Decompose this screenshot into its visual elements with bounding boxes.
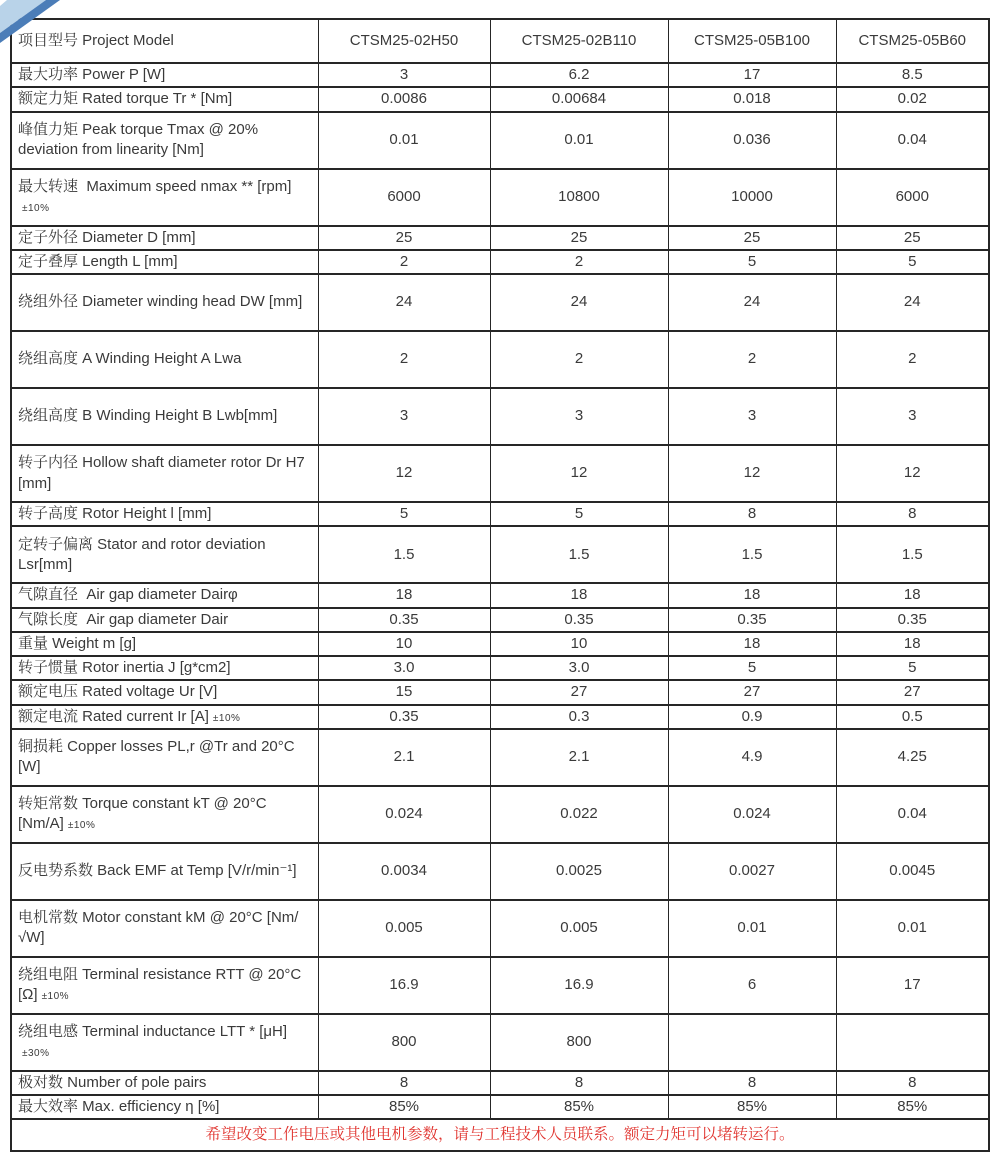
spec-value: 10 (490, 632, 668, 656)
spec-value: 85% (490, 1095, 668, 1119)
row-label-text: 绕组电感 Terminal inductance LTT * [μH] (18, 1023, 288, 1040)
header-model-ctsm25-05b100: CTSM25-05B100 (668, 19, 836, 63)
footer-note: 希望改变工作电压或其他电机参数，请与工程技术人员联系。额定力矩可以堵转运行。 (11, 1119, 989, 1151)
spec-row (11, 169, 989, 226)
spec-row (11, 705, 989, 729)
row-label (11, 502, 318, 526)
row-label (11, 169, 318, 226)
row-label-text: 定子叠厚 Length L [mm] (18, 252, 178, 270)
spec-value: 17 (668, 63, 836, 87)
spec-value: 0.04 (836, 112, 989, 169)
spec-value: 2 (318, 331, 490, 388)
spec-value: 24 (668, 274, 836, 331)
row-label-text: 最大效率 Max. efficiency η [%] (18, 1098, 220, 1115)
row-label-text: 气隙长度 Air gap diameter Dair (18, 610, 229, 628)
spec-row (11, 388, 989, 445)
spec-value: 3.0 (490, 656, 668, 680)
row-label (11, 957, 318, 1014)
spec-value: 12 (318, 445, 490, 502)
row-label-text: 绕组外径 Diameter winding head DW [mm] (18, 293, 303, 311)
spec-value: 8 (836, 1071, 989, 1095)
row-label-text: 定子外径 Diameter D [mm] (18, 228, 196, 246)
header-model-ctsm25-05b60: CTSM25-05B60 (836, 19, 989, 63)
spec-value: 2 (490, 331, 668, 388)
spec-value: 0.01 (490, 112, 668, 169)
spec-value: 1.5 (318, 526, 490, 583)
spec-value: 10 (318, 632, 490, 656)
row-label (11, 632, 318, 656)
row-label-text: 额定力矩 Rated torque Tr * [Nm] (18, 90, 233, 108)
spec-value: 2.1 (490, 729, 668, 786)
spec-row (11, 502, 989, 526)
spec-value: 3.0 (318, 656, 490, 680)
row-label (11, 900, 318, 957)
spec-value: 6000 (836, 169, 989, 226)
header-model-ctsm25-02h50: CTSM25-02H50 (318, 19, 490, 63)
spec-value: 0.036 (668, 112, 836, 169)
row-label (11, 1071, 318, 1095)
tolerance-note: ±10% (67, 820, 96, 832)
spec-value: 2 (490, 250, 668, 274)
row-label (11, 388, 318, 445)
spec-value (836, 1014, 989, 1071)
spec-value: 15 (318, 680, 490, 704)
spec-value: 16.9 (318, 957, 490, 1014)
spec-value: 0.01 (668, 900, 836, 957)
spec-value: 3 (318, 63, 490, 87)
spec-value: 1.5 (836, 526, 989, 583)
row-label-text: 气隙直径 Air gap diameter Dairφ (18, 586, 238, 604)
row-label-text: 转子内径 Hollow shaft diameter rotor Dr H7 [mm] (18, 454, 309, 492)
tolerance-note: ±10% (22, 203, 50, 214)
row-label-text: 额定电压 Rated voltage Ur [V] (18, 683, 218, 701)
row-label-text: 电机常数 Motor constant kM @ 20°C [Nm/ √W] (18, 909, 303, 947)
spec-row (11, 632, 989, 656)
spec-value: 0.0025 (490, 843, 668, 900)
spec-value: 3 (490, 388, 668, 445)
row-label (11, 331, 318, 388)
spec-value: 18 (668, 632, 836, 656)
spec-value: 85% (318, 1095, 490, 1119)
header-model-ctsm25-02b110: CTSM25-02B110 (490, 19, 668, 63)
row-label (11, 680, 318, 704)
row-label (11, 226, 318, 250)
row-label (11, 87, 318, 111)
spec-row (11, 1014, 989, 1071)
spec-row (11, 274, 989, 331)
spec-value: 3 (836, 388, 989, 445)
spec-value: 0.01 (318, 112, 490, 169)
spec-value: 25 (318, 226, 490, 250)
row-label-text: 极对数 Number of pole pairs (18, 1073, 207, 1091)
spec-value: 25 (490, 226, 668, 250)
spec-value: 18 (318, 583, 490, 607)
tolerance-note: ±10% (212, 712, 241, 724)
spec-value: 2 (318, 250, 490, 274)
header-project-model: 项目型号 Project Model (11, 19, 318, 63)
spec-row (11, 445, 989, 502)
spec-value: 24 (318, 274, 490, 331)
spec-value: 0.024 (318, 786, 490, 843)
spec-value: 0.018 (668, 87, 836, 111)
row-label (11, 1095, 318, 1119)
row-label (11, 112, 318, 169)
spec-value: 0.00684 (490, 87, 668, 111)
footer-row (11, 1119, 989, 1151)
row-label (11, 583, 318, 607)
row-label (11, 63, 318, 87)
header-row (11, 19, 989, 63)
spec-value: 800 (490, 1014, 668, 1071)
row-label (11, 608, 318, 632)
spec-row (11, 226, 989, 250)
spec-value: 18 (836, 583, 989, 607)
spec-value: 10800 (490, 169, 668, 226)
spec-row (11, 250, 989, 274)
spec-value: 0.0045 (836, 843, 989, 900)
spec-value: 0.9 (668, 705, 836, 729)
motor-spec-table (10, 18, 990, 1152)
spec-value: 0.024 (668, 786, 836, 843)
spec-value: 8 (318, 1071, 490, 1095)
spec-value: 25 (836, 226, 989, 250)
row-label (11, 729, 318, 786)
spec-value: 4.9 (668, 729, 836, 786)
spec-value: 12 (836, 445, 989, 502)
spec-row (11, 1095, 989, 1119)
spec-row (11, 87, 989, 111)
spec-value: 0.01 (836, 900, 989, 957)
tolerance-note: ±30% (22, 1048, 50, 1060)
spec-value: 12 (668, 445, 836, 502)
spec-value: 5 (836, 250, 989, 274)
row-label-text: 绕组高度 A Winding Height A Lwa (18, 350, 242, 368)
row-label (11, 1014, 318, 1071)
spec-value: 0.005 (318, 900, 490, 957)
spec-value: 5 (490, 502, 668, 526)
spec-value: 8 (836, 502, 989, 526)
spec-row (11, 843, 989, 900)
row-label (11, 250, 318, 274)
spec-value: 6 (668, 957, 836, 1014)
spec-row (11, 1071, 989, 1095)
spec-value: 0.35 (490, 608, 668, 632)
spec-value: 0.0034 (318, 843, 490, 900)
spec-value: 24 (490, 274, 668, 331)
spec-value: 0.3 (490, 705, 668, 729)
tolerance-note: ±10% (41, 991, 70, 1003)
spec-value: 12 (490, 445, 668, 502)
spec-value: 1.5 (668, 526, 836, 583)
spec-value: 5 (318, 502, 490, 526)
spec-value: 800 (318, 1014, 490, 1071)
spec-value: 8 (490, 1071, 668, 1095)
spec-value: 0.022 (490, 786, 668, 843)
spec-value: 18 (668, 583, 836, 607)
row-label (11, 786, 318, 843)
spec-value: 25 (668, 226, 836, 250)
spec-value: 1.5 (490, 526, 668, 583)
row-label (11, 526, 318, 583)
spec-value: 0.0027 (668, 843, 836, 900)
spec-value: 5 (668, 250, 836, 274)
spec-value: 0.02 (836, 87, 989, 111)
spec-value: 5 (668, 656, 836, 680)
row-label-text: 绕组高度 B Winding Height B Lwb[mm] (18, 407, 278, 425)
spec-row (11, 526, 989, 583)
spec-value: 8 (668, 1071, 836, 1095)
spec-value: 3 (318, 388, 490, 445)
spec-value: 0.0086 (318, 87, 490, 111)
spec-row (11, 957, 989, 1014)
row-label-text: 转矩常数 Torque constant kT @ 20°C [Nm/A] (18, 795, 271, 833)
row-label (11, 705, 318, 729)
spec-value: 16.9 (490, 957, 668, 1014)
spec-row (11, 786, 989, 843)
spec-value: 3 (668, 388, 836, 445)
spec-row (11, 900, 989, 957)
spec-row (11, 331, 989, 388)
spec-value: 0.04 (836, 786, 989, 843)
spec-value: 4.25 (836, 729, 989, 786)
spec-value: 6000 (318, 169, 490, 226)
spec-value: 17 (836, 957, 989, 1014)
spec-value: 18 (836, 632, 989, 656)
spec-value: 0.35 (318, 705, 490, 729)
spec-value: 6.2 (490, 63, 668, 87)
spec-value: 85% (836, 1095, 989, 1119)
spec-value: 2.1 (318, 729, 490, 786)
row-label-text: 转子惯量 Rotor inertia J [g*cm2] (18, 659, 231, 676)
row-label-text: 转子高度 Rotor Height l [mm] (18, 505, 212, 522)
row-label (11, 274, 318, 331)
spec-value: 5 (836, 656, 989, 680)
row-label-text: 最大转速 Maximum speed nmax ** [rpm] (18, 177, 292, 195)
spec-value: 0.005 (490, 900, 668, 957)
spec-value: 8 (668, 502, 836, 526)
spec-row (11, 680, 989, 704)
row-label-text: 反电势系数 Back EMF at Temp [V/r/min⁻¹] (18, 862, 297, 880)
spec-value: 0.35 (668, 608, 836, 632)
spec-value: 24 (836, 274, 989, 331)
row-label (11, 445, 318, 502)
row-label-text: 峰值力矩 Peak torque Tmax @ 20% deviation from linearity [Nm] (18, 120, 263, 158)
spec-value: 85% (668, 1095, 836, 1119)
spec-value: 27 (490, 680, 668, 704)
spec-value (668, 1014, 836, 1071)
row-label (11, 656, 318, 680)
row-label-text: 定转子偏离 Stator and rotor deviation Lsr[mm] (18, 535, 270, 573)
spec-value: 2 (836, 331, 989, 388)
row-label-text: 铜损耗 Copper losses PL,r @Tr and 20°C [W] (18, 738, 299, 776)
row-label-text: 绕组电阻 Terminal resistance RTT @ 20°C [Ω] (18, 966, 306, 1004)
row-label-text: 额定电流 Rated current Ir [A] (18, 707, 209, 725)
spec-row (11, 63, 989, 87)
spec-value: 27 (836, 680, 989, 704)
spec-value: 10000 (668, 169, 836, 226)
spec-row (11, 729, 989, 786)
row-label-text: 重量 Weight m [g] (18, 634, 137, 652)
spec-row (11, 583, 989, 607)
row-label-text: 最大功率 Power P [W] (18, 66, 166, 83)
spec-row (11, 608, 989, 632)
spec-row (11, 656, 989, 680)
spec-value: 2 (668, 331, 836, 388)
spec-row (11, 112, 989, 169)
row-label (11, 843, 318, 900)
spec-value: 8.5 (836, 63, 989, 87)
spec-value: 0.5 (836, 705, 989, 729)
spec-value: 18 (490, 583, 668, 607)
spec-value: 0.35 (318, 608, 490, 632)
spec-value: 27 (668, 680, 836, 704)
spec-value: 0.35 (836, 608, 989, 632)
